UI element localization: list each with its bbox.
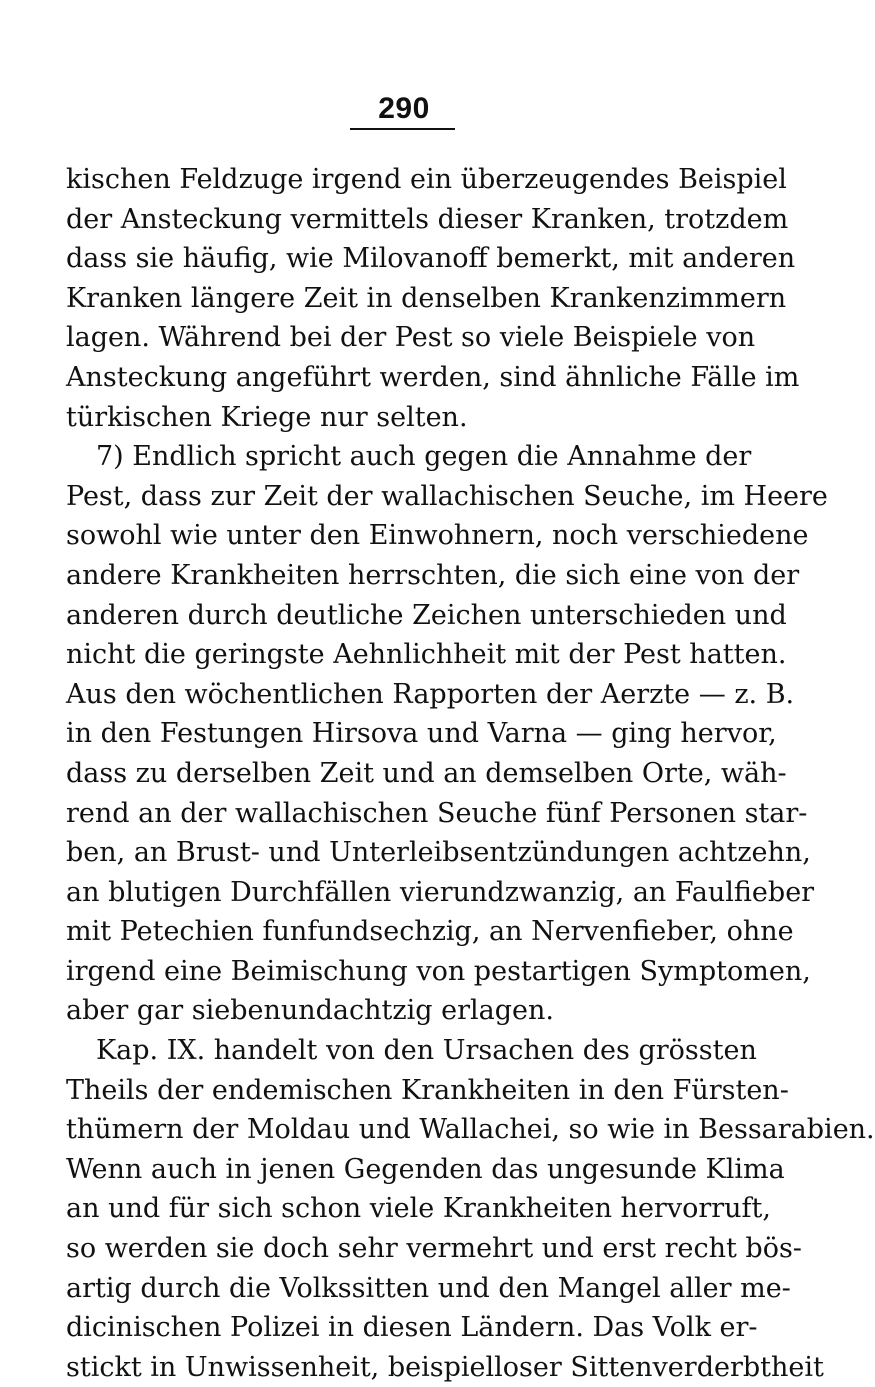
- text-line: dass sie häufig, wie Milovanoff bemerkt, mit anderen: [66, 243, 796, 275]
- text-line: rend an der wallachischen Seuche fünf Personen star-: [66, 797, 808, 829]
- text-line: dicinischen Polizei in diesen Ländern. Das Volk er-: [66, 1312, 758, 1344]
- text-line: anderen durch deutliche Zeichen unterschieden und: [66, 599, 787, 631]
- text-line: dass zu derselben Zeit und an demselben Orte, wäh-: [66, 757, 787, 789]
- text-line: irgend eine Beimischung von pestartigen Symptomen,: [66, 955, 811, 987]
- text-line: an blutigen Durchfällen vierundzwanzig, an Faulfieber: [66, 876, 815, 908]
- text-line: sowohl wie unter den Einwohnern, noch verschiedene: [66, 520, 809, 552]
- text-line: Ansteckung angeführt werden, sind ähnliche Fälle im: [66, 361, 800, 393]
- page-number: 290: [378, 92, 430, 125]
- text-line: Wenn auch in jenen Gegenden das ungesunde Klima: [66, 1153, 785, 1185]
- text-line: nicht die geringste Aehnlichheit mit der Pest hatten.: [66, 639, 787, 671]
- text-line: ben, an Brust- und Unterleibsentzündungen achtzehn,: [66, 837, 811, 869]
- text-line: mit Petechien funfundsechzig, an Nervenfieber, ohne: [66, 916, 794, 948]
- text-line: lagen. Während bei der Pest so viele Beispiele von: [66, 322, 756, 354]
- text-line: artig durch die Volkssitten und den Mangel aller me-: [66, 1272, 791, 1304]
- text-line: aber gar siebenundachtzig erlagen.: [66, 995, 554, 1027]
- text-line: in den Festungen Hirsova und Varna — ging hervor,: [66, 718, 777, 750]
- text-line: der Ansteckung vermittels dieser Kranken, trotzdem: [66, 203, 789, 235]
- text-line: an und für sich schon viele Krankheiten hervorruft,: [66, 1193, 771, 1225]
- text-line: andere Krankheiten herrschten, die sich eine von der: [66, 559, 800, 591]
- text-line: stickt in Unwissenheit, beispielloser Sittenverderbtheit: [66, 1351, 824, 1383]
- page-number-rule: [350, 128, 455, 130]
- text-line: Kranken längere Zeit in denselben Krankenzimmern: [66, 282, 787, 314]
- paragraph-start-line: Kap. IX. handelt von den Ursachen des grössten: [96, 1035, 757, 1067]
- text-line: thümern der Moldau und Wallachei, so wie in Bessarabien.: [66, 1114, 875, 1146]
- text-line: so werden sie doch sehr vermehrt und erst recht bös-: [66, 1233, 802, 1265]
- text-line: Pest, dass zur Zeit der wallachischen Seuche, im Heere: [66, 480, 828, 512]
- body-text: [66, 160, 875, 1387]
- text-line: Aus den wöchentlichen Rapporten der Aerzte — z. B.: [66, 678, 795, 710]
- text-line: kischen Feldzuge irgend ein überzeugendes Beispiel: [66, 164, 787, 195]
- text-line: türkischen Kriege nur selten.: [66, 401, 468, 433]
- text-line: Theils der endemischen Krankheiten in den Fürsten-: [66, 1074, 789, 1106]
- paragraph-start-line: 7) Endlich spricht auch gegen die Annahme der: [96, 441, 752, 473]
